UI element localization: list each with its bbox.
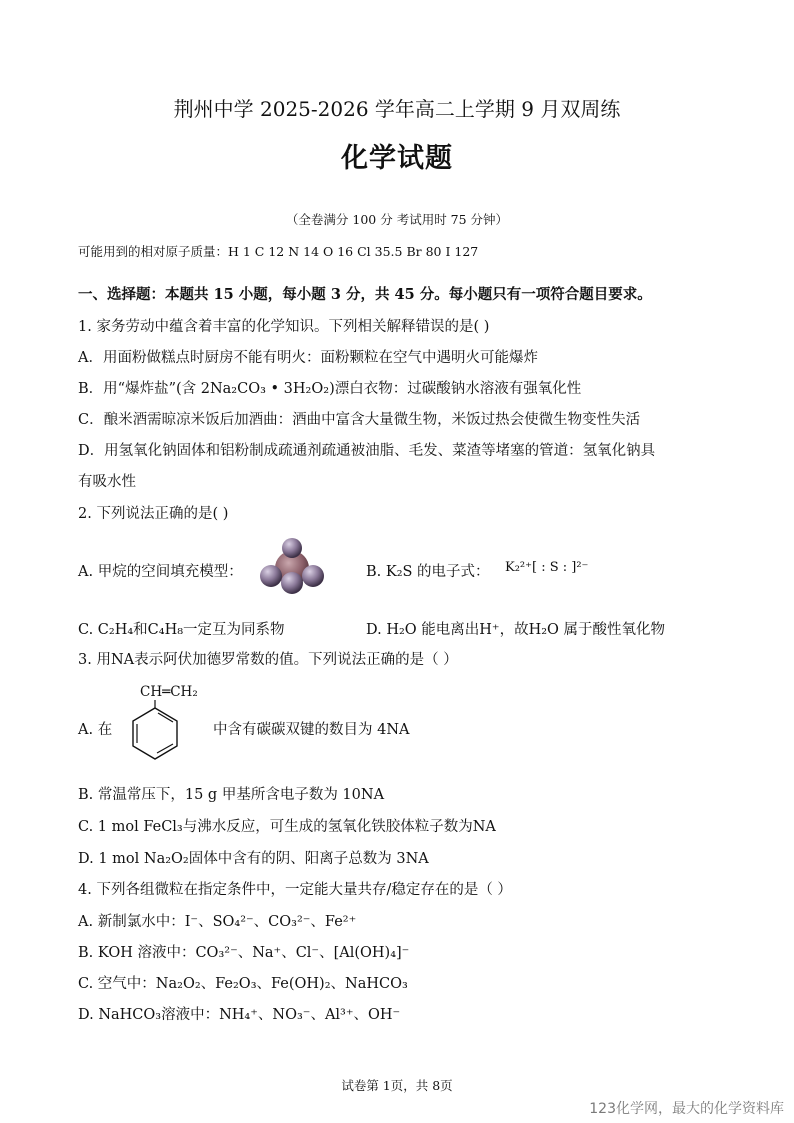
exam-title: 荆州中学 2025-2026 学年高二上学期 9 月双周练 xyxy=(173,97,621,121)
page-footer: 试卷第 1页，共 8页 xyxy=(341,1078,453,1093)
q4-option-d: D. NaHCO₃溶液中：NH₄⁺、NO₃⁻、Al³⁺、OH⁻ xyxy=(78,1007,401,1023)
q1-option-d-cont: 有吸水性 xyxy=(78,474,136,490)
q2-stem: 2. 下列说法正确的是( ) xyxy=(78,506,229,522)
q4-option-a: A. 新制氯水中：I⁻、SO₄²⁻、CO₃²⁻、Fe²⁺ xyxy=(78,914,357,930)
q3-option-b: B. 常温常压下，15 g 甲基所含电子数为 10NA xyxy=(78,787,385,803)
q4-option-c: C. 空气中：Na₂O₂、Fe₂O₃、Fe(OH)₂、NaHCO₃ xyxy=(78,976,408,992)
q1-option-a: A．用面粉做糕点时厨房不能有明火：面粉颗粒在空气中遇明火可能爆炸 xyxy=(78,350,538,366)
q3-stem: 3. 用NA表示阿伏加德罗常数的值。下列说法正确的是（ ） xyxy=(78,652,458,668)
q3-option-a-suffix: 中含有碳碳双键的数目为 4NA xyxy=(213,722,410,738)
q2-option-c: C. C₂H₄和C₄H₈一定互为同系物 xyxy=(78,622,285,638)
q3-option-a-prefix: A. 在 xyxy=(78,722,113,738)
styrene-vinyl-group: CH═CH₂ xyxy=(140,684,198,700)
methane-space-filling-model xyxy=(256,536,328,596)
q1-option-b: B．用“爆炸盐”(含 2Na₂CO₃ • 3H₂O₂)漂白衣物：过碳酸钠水溶液有强氧化性 xyxy=(78,381,582,397)
q1-stem: 1. 家务劳动中蕴含着丰富的化学知识。下列相关解释错误的是( ) xyxy=(78,319,490,335)
q3-option-d: D. 1 mol Na₂O₂固体中含有的阴、阳离子总数为 3NA xyxy=(78,851,429,867)
q1-option-c: C．酿米酒需晾凉米饭后加酒曲：酒曲中富含大量微生物，米饭过热会使微生物变性失活 xyxy=(78,412,641,428)
atomic-masses: 可能用到的相对原子质量：H 1 C 12 N 14 O 16 Cl 35.5 Br 80 I 127 xyxy=(78,244,479,259)
benzene-ring xyxy=(122,700,188,766)
q1-option-d: D．用氢氧化钠固体和铝粉制成疏通剂疏通被油脂、毛发、菜渣等堵塞的管道：氢氧化钠具 xyxy=(78,443,656,459)
q4-stem: 4. 下列各组微粒在指定条件中，一定能大量共存/稳定存在的是（ ） xyxy=(78,882,512,898)
q3-option-c: C. 1 mol FeCl₃与沸水反应，可生成的氢氧化铁胶体粒子数为NA xyxy=(78,819,496,835)
watermark: 123化学网，最大的化学资料库 xyxy=(589,1101,784,1117)
q2-option-b: B. K₂S 的电子式： xyxy=(366,564,490,580)
q4-option-b: B. KOH 溶液中：CO₃²⁻、Na⁺、Cl⁻、[Al(OH)₄]⁻ xyxy=(78,945,410,961)
exam-note: （全卷满分 100 分 考试用时 75 分钟） xyxy=(285,212,509,227)
q2-option-a: A. 甲烷的空间填充模型： xyxy=(78,564,243,580)
exam-subtitle: 化学试题 xyxy=(341,143,453,174)
q2-option-d: D. H₂O 能电离出H⁺，故H₂O 属于酸性氧化物 xyxy=(366,622,666,638)
section-heading: 一、选择题：本题共 15 小题，每小题 3 分，共 45 分。每小题只有一项符合题目要求。 xyxy=(78,286,652,303)
k2s-electron-formula: K₂²⁺[ : S : ]²⁻ xyxy=(505,560,589,575)
